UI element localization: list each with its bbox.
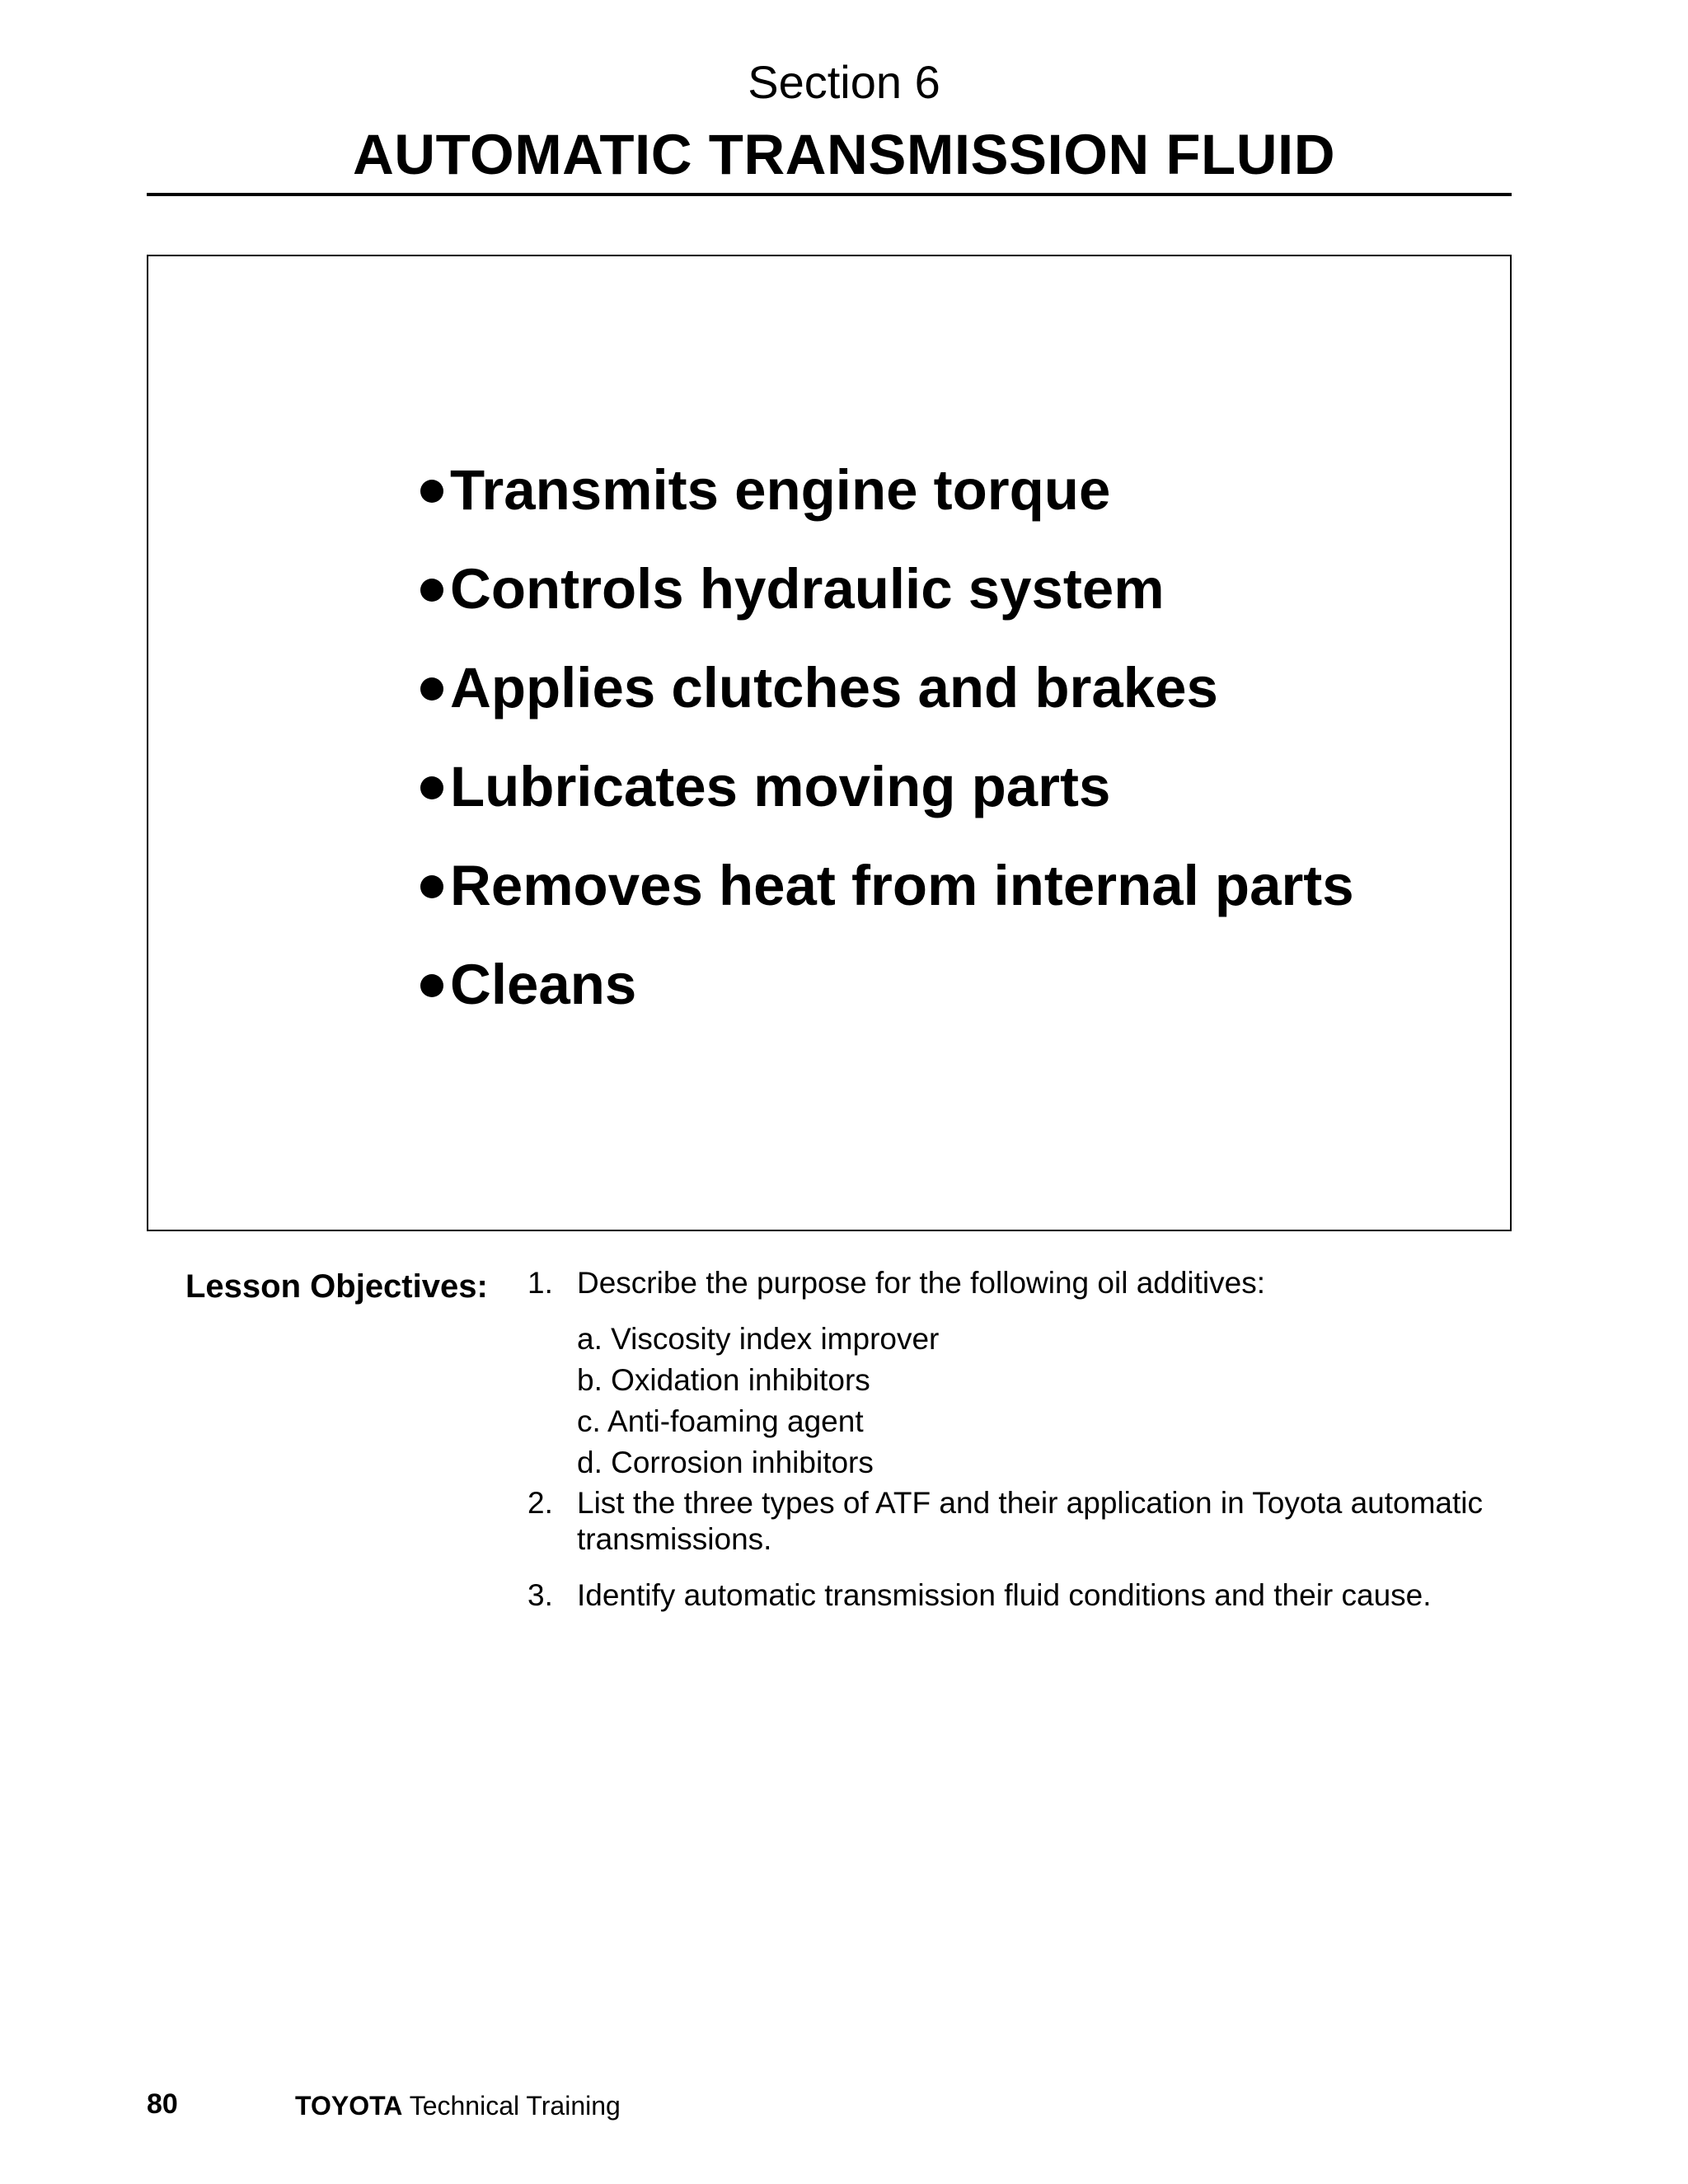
bullet-icon bbox=[420, 480, 443, 503]
bullet-text: Transmits engine torque bbox=[450, 458, 1111, 522]
bullet-icon bbox=[420, 974, 443, 997]
bullet-text: Lubricates moving parts bbox=[450, 755, 1111, 818]
page-number: 80 bbox=[147, 2088, 178, 2120]
objective-text-line: transmissions. bbox=[577, 1522, 772, 1556]
bullet-text: Applies clutches and brakes bbox=[450, 656, 1218, 719]
brand-suffix: Technical Training bbox=[409, 2091, 621, 2121]
objective-text-line: List the three types of ATF and their application in Toyota automatic bbox=[577, 1486, 1483, 1520]
objective-number: 3. bbox=[528, 1578, 553, 1612]
bullet-text: Controls hydraulic system bbox=[450, 557, 1165, 621]
title-divider bbox=[147, 193, 1512, 196]
objective-subitem-text: b. Oxidation inhibitors bbox=[577, 1363, 870, 1397]
objective-subitem-text: a. Viscosity index improver bbox=[577, 1322, 940, 1356]
bullet-icon bbox=[420, 776, 443, 799]
bullet-text: Removes heat from internal parts bbox=[450, 854, 1354, 917]
objective-subitem-text: c. Anti-foaming agent bbox=[577, 1404, 864, 1438]
lesson-objectives-label: Lesson Objectives: bbox=[185, 1268, 488, 1305]
bullet-text: Cleans bbox=[450, 953, 637, 1016]
bullet-icon bbox=[420, 677, 443, 701]
page-title: AUTOMATIC TRANSMISSION FLUID bbox=[352, 123, 1336, 186]
objective-number: 2. bbox=[528, 1486, 553, 1520]
bullet-icon bbox=[420, 875, 443, 898]
objective-subitem-text: d. Corrosion inhibitors bbox=[577, 1446, 874, 1479]
bullet-icon bbox=[420, 579, 443, 602]
footer-brand bbox=[295, 2089, 621, 2122]
section-label: Section 6 bbox=[748, 56, 940, 108]
objective-number: 1. bbox=[528, 1266, 553, 1300]
objective-text: Identify automatic transmission fluid conditions and their cause. bbox=[577, 1578, 1432, 1612]
slide-frame bbox=[147, 255, 1512, 1231]
objective-text: Describe the purpose for the following oil additives: bbox=[577, 1266, 1266, 1300]
brand-name: TOYOTA bbox=[295, 2091, 403, 2121]
